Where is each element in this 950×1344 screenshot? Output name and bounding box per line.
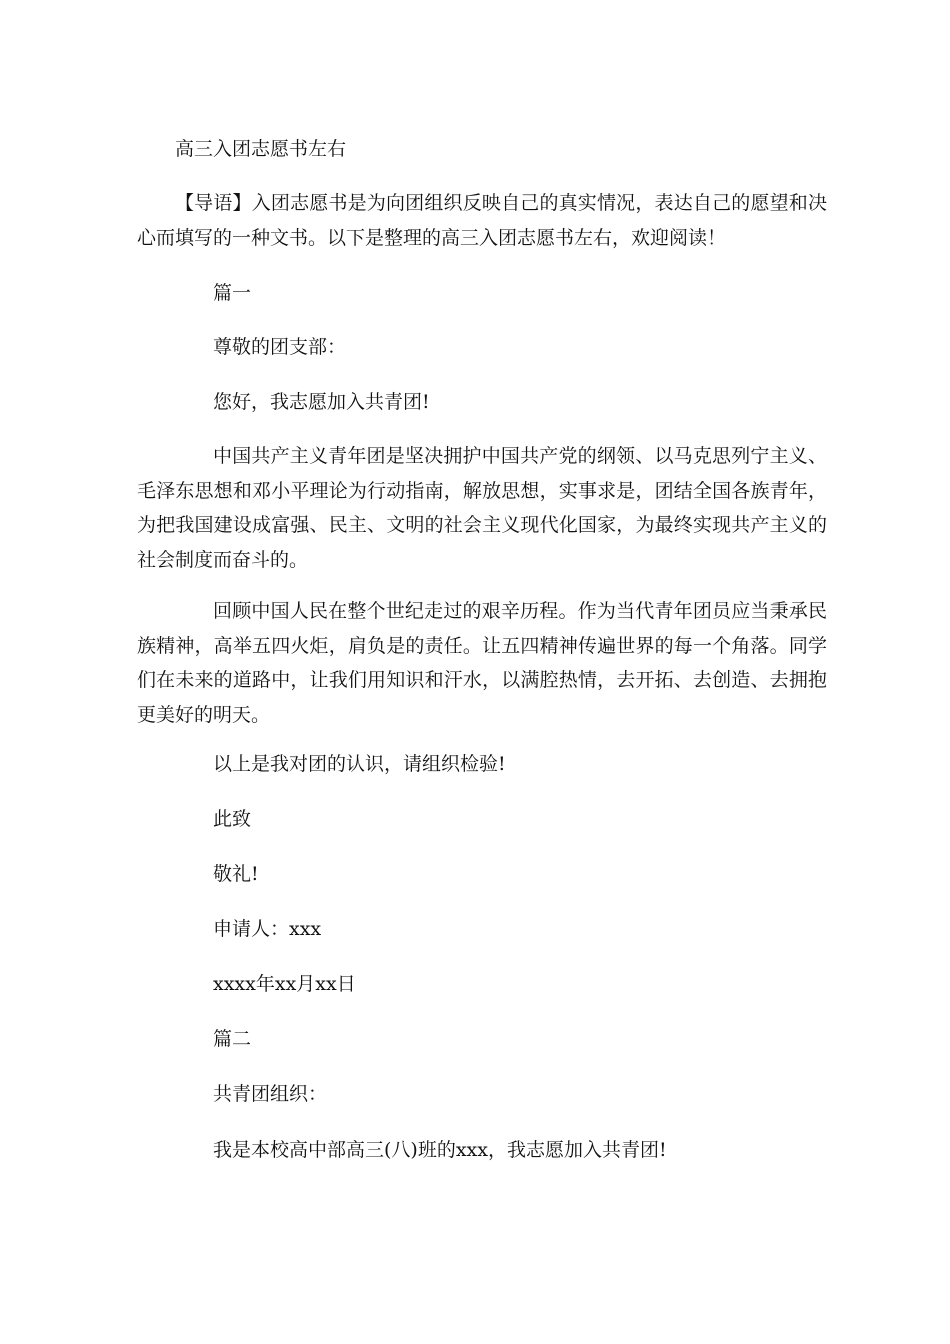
document-title: 高三入团志愿书左右 bbox=[175, 138, 347, 160]
part1-closing-statement: 以上是我对团的认识，请组织检验! bbox=[213, 753, 506, 775]
part1-closing2: 敬礼! bbox=[213, 863, 259, 885]
part1-salutation: 尊敬的团支部： bbox=[213, 336, 347, 358]
part1-applicant: 申请人：xxx bbox=[213, 918, 322, 940]
part2-salutation: 共青团组织： bbox=[213, 1083, 328, 1105]
part1-paragraph1: 中国共产主义青年团是坚决拥护中国共产党的纲领、以马克思列宁主义、毛泽东思想和邓小平理论为行动指南，解放思想，实事求是，团结全国各族青年，为把我国建设成富强、民主、文明的社会主义现代化国家，为最终实现共产主义的社会制度而奋斗的。 bbox=[137, 445, 827, 571]
part1-heading: 篇一 bbox=[213, 282, 252, 304]
part1-paragraph2: 回顾中国人民在整个世纪走过的艰辛历程。作为当代青年团员应当秉承民族精神，高举五四火炬，肩负是的责任。让五四精神传遍世界的每一个角落。同学们在未来的道路中，让我们用知识和汗水，以满腔热情，去开拓、去创造、去拥抱更美好的明天。 bbox=[137, 600, 827, 726]
part1-closing1: 此致 bbox=[213, 808, 252, 830]
part2-heading: 篇二 bbox=[213, 1028, 252, 1050]
part1-greeting: 您好，我志愿加入共青团! bbox=[213, 391, 430, 413]
part1-date: xxxx年xx月xx日 bbox=[213, 973, 356, 995]
part2-first-line: 我是本校高中部高三(八)班的xxx，我志愿加入共青团! bbox=[213, 1139, 667, 1161]
intro-paragraph: 【导语】入团志愿书是为向团组织反映自己的真实情况，表达自己的愿望和决心而填写的一种文书。以下是整理的高三入团志愿书左右，欢迎阅读！ bbox=[137, 192, 827, 249]
